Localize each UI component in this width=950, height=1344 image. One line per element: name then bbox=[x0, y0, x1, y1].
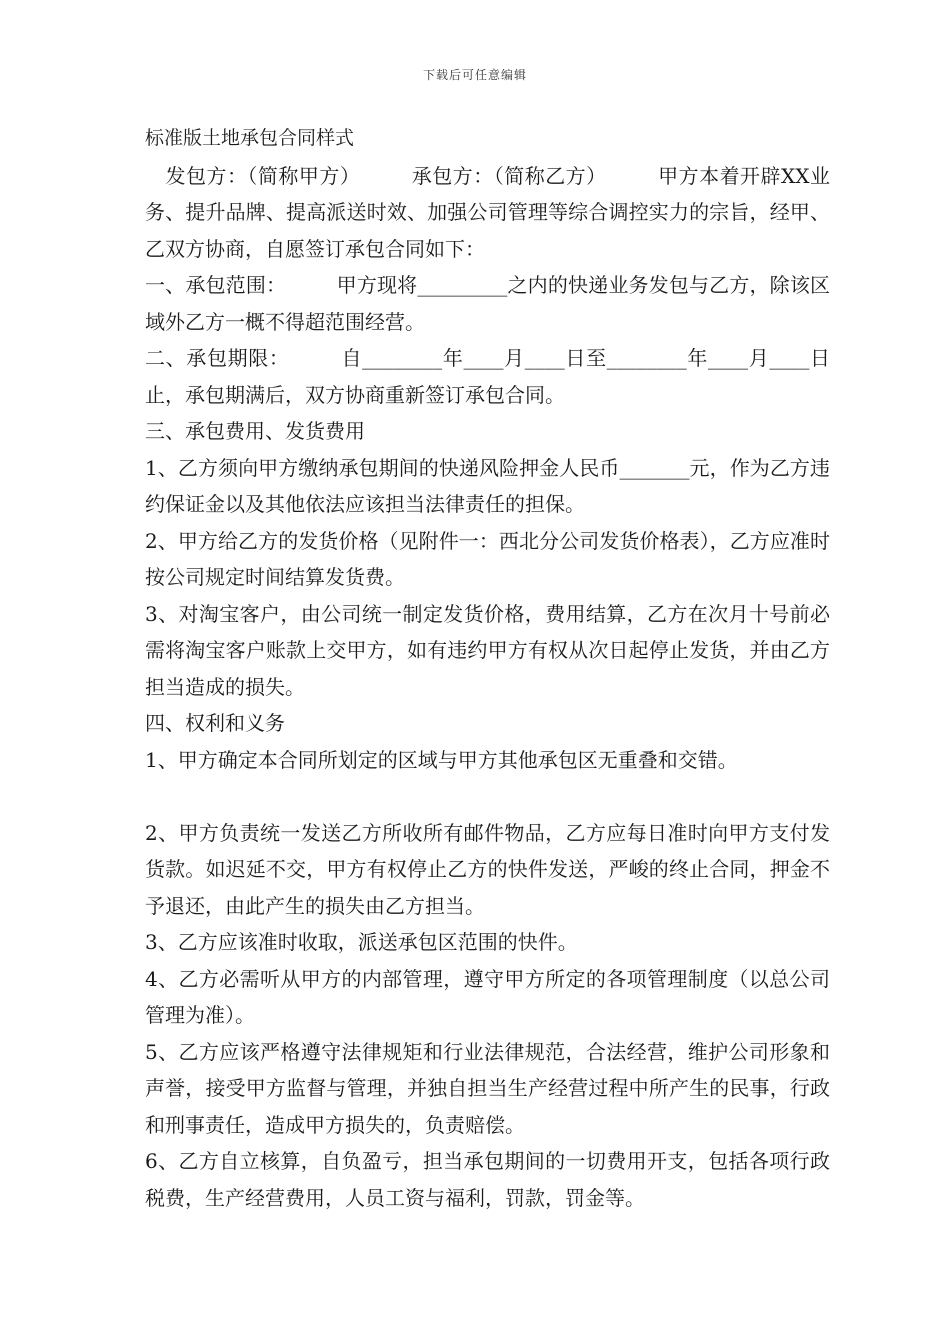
paragraph-fee-1: 1、乙方须向甲方缴纳承包期间的快递风险押金人民币_______元，作为乙方违约保证金以及其他依法应该担当法律责任的担保。 bbox=[145, 455, 830, 516]
paragraph-parties: 发包方：（简称甲方） 承包方：（简称乙方） 甲方本着开辟XX业务、提升品牌、提高派送时效、加强公司管理等综合调控实力的宗旨，经甲、乙双方协商，自愿签订承包合同如下： bbox=[145, 163, 830, 261]
paragraph-rights-2: 2、甲方负责统一发送乙方所收所有邮件物品，乙方应每日准时向甲方支付发货款。如迟延不交，甲方有权停止乙方的快件发送，严峻的终止合同，押金不予退还，由此产生的损失由乙方担当。 bbox=[145, 820, 830, 918]
paragraph-rights-1: 1、甲方确定本合同所划定的区域与甲方其他承包区无重叠和交错。 bbox=[145, 747, 738, 772]
paragraph-scope: 一、承包范围： 甲方现将_________之内的快递业务发包与乙方，除该区域外乙方一概不得超范围经营。 bbox=[145, 273, 830, 334]
paragraph-fee-3: 3、对淘宝客户，由公司统一制定发货价格，费用结算，乙方在次月十号前必需将淘宝客户账款上交甲方，如有违约甲方有权从次日起停止发货，并由乙方担当造成的损失。 bbox=[145, 601, 830, 699]
page-header: 下载后可任意编辑 bbox=[422, 68, 527, 82]
blank-line bbox=[145, 778, 830, 815]
paragraph-rights-4: 4、乙方必需听从甲方的内部管理，遵守甲方所定的各项管理制度（以总公司管理为准）。 bbox=[145, 966, 830, 1027]
paragraph-rights-5: 5、乙方应该严格遵守法律规矩和行业法律规范，合法经营，维护公司形象和声誉，接受甲方监督与管理，并独自担当生产经营过程中所产生的民事，行政和刑事责任，造成甲方损失的，负责赔偿。 bbox=[145, 1039, 830, 1137]
document-title: 标准版土地承包合同样式 bbox=[145, 127, 355, 149]
section-heading-rights: 四、权利和义务 bbox=[145, 711, 285, 735]
paragraph-rights-6: 6、乙方自立核算，自负盈亏，担当承包期间的一切费用开支，包括各项行政税费，生产经营费用，人员工资与福利，罚款，罚金等。 bbox=[145, 1149, 830, 1210]
paragraph-fee-2: 2、甲方给乙方的发货价格（见附件一：西北分公司发货价格表），乙方应准时按公司规定时间结算发货费。 bbox=[145, 528, 830, 589]
section-heading-fees: 三、承包费用、发货费用 bbox=[145, 419, 365, 443]
paragraph-term: 二、承包期限： 自________年____月____日至________年____月____日止，承包期满后，双方协商重新签订承包合同。 bbox=[145, 346, 830, 407]
paragraph-rights-3: 3、乙方应该准时收取，派送承包区范围的快件。 bbox=[145, 930, 578, 954]
document-body bbox=[145, 120, 830, 1216]
